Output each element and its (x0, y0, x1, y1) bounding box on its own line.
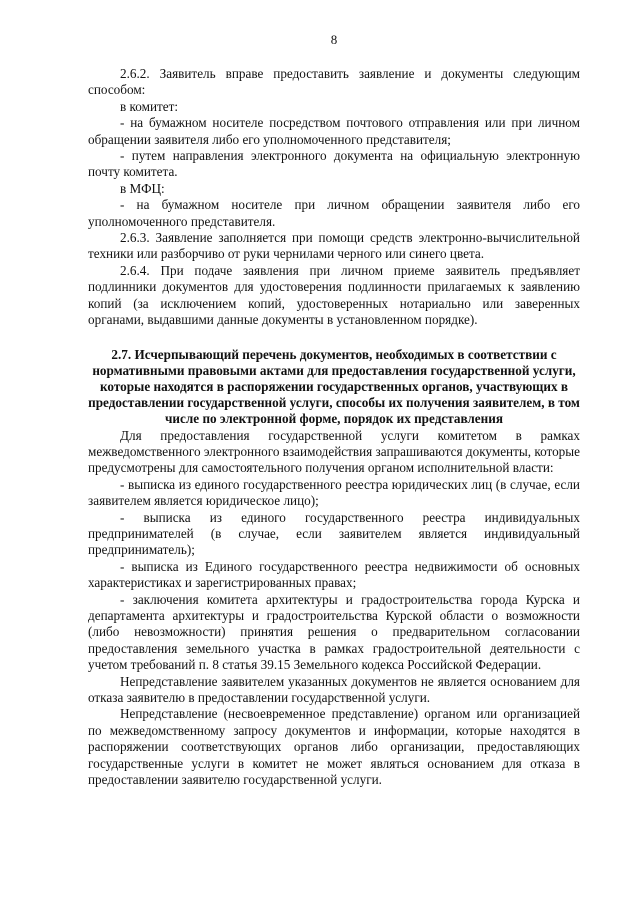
paragraph-mfc-paper: - на бумажном носителе при личном обращении заявителя либо его уполномоченного представителя. (88, 197, 580, 229)
page-number: 8 (330, 32, 338, 47)
list-item-egrip: - выписка из единого государственного реестра индивидуальных предпринимателей (в случае, если заявителем является индивидуальный предприниматель); (88, 509, 580, 558)
paragraph-committee-paper: - на бумажном носителе посредством почтового отправления или при личном обращении заявителя либо его уполномоченного представителя; (88, 115, 580, 147)
paragraph-2-6-3: 2.6.3. Заявление заполняется при помощи средств электронно-вычислительной техники или разборчиво от руки чернилами черного или синего цвета. (88, 230, 580, 262)
paragraph-committee-email: - путем направления электронного документа на официальную электронную почту комитета. (88, 148, 580, 180)
paragraph-non-submission-applicant: Непредставление заявителем указанных документов не является основанием для отказа заявителю в предоставлении государственной услуги. (88, 673, 580, 706)
list-item-egrul: - выписка из единого государственного реестра юридических лиц (в случае, если заявителем является юридическое лицо); (88, 476, 580, 509)
paragraph-2-6-2: 2.6.2. Заявитель вправе предоставить заявление и документы следующим способом: (88, 66, 580, 98)
list-item-architecture-conclusions: - заключения комитета архитектуры и градостроительства города Курска и департамента архитектуры и градостроительства Курской области о возможности (либо невозможности) принятия решения о предварительном согласовании предоставления земельного участка в рамках градостроительной деятельности с учетом требований п. 8 статья 39.15 Земельного кодекса Российской Федерации. (88, 591, 580, 673)
paragraph-intro-requested-docs: Для предоставления государственной услуги комитетом в рамках межведомственного электронного взаимодействия запрашиваются документы, которые предусмотрены для самостоятельного получения органом исполнительной власти: (88, 427, 580, 476)
paragraph-to-mfc: в МФЦ: (120, 180, 165, 196)
paragraph-non-submission-organ: Непредставление (несвоевременное представление) органом или организацией по межведомственному запросу документов и информации, которые находятся в распоряжении соответствующих органов либо организации, предоставляющих государственные услуги в комитет не может являться основанием для отказа в предоставлении заявителю государственной услуги. (88, 706, 580, 788)
paragraph-to-committee: в комитет: (120, 98, 179, 114)
list-item-egrn: - выписка из Единого государственного реестра недвижимости об основных характеристиках и зарегистрированных правах; (88, 558, 580, 591)
paragraph-2-6-4: 2.6.4. При подаче заявления при личном приеме заявитель предъявляет подлинники документов для удостоверения подлинности прилагаемых к заявлению копий (за исключением копий, удостоверенных нотариально или заверенных органами, выдавшими данные документы в установленном порядке). (88, 262, 580, 328)
section-heading-2-7: 2.7. Исчерпывающий перечень документов, необходимых в соответствии с нормативными правовыми актами для предоставления государственной услуги, которые находятся в распоряжении государственных органов, участвующих в предоставлении государственной услуги, способы их получения заявителем, в том числе по электронной форме, порядок их представления (88, 346, 580, 427)
